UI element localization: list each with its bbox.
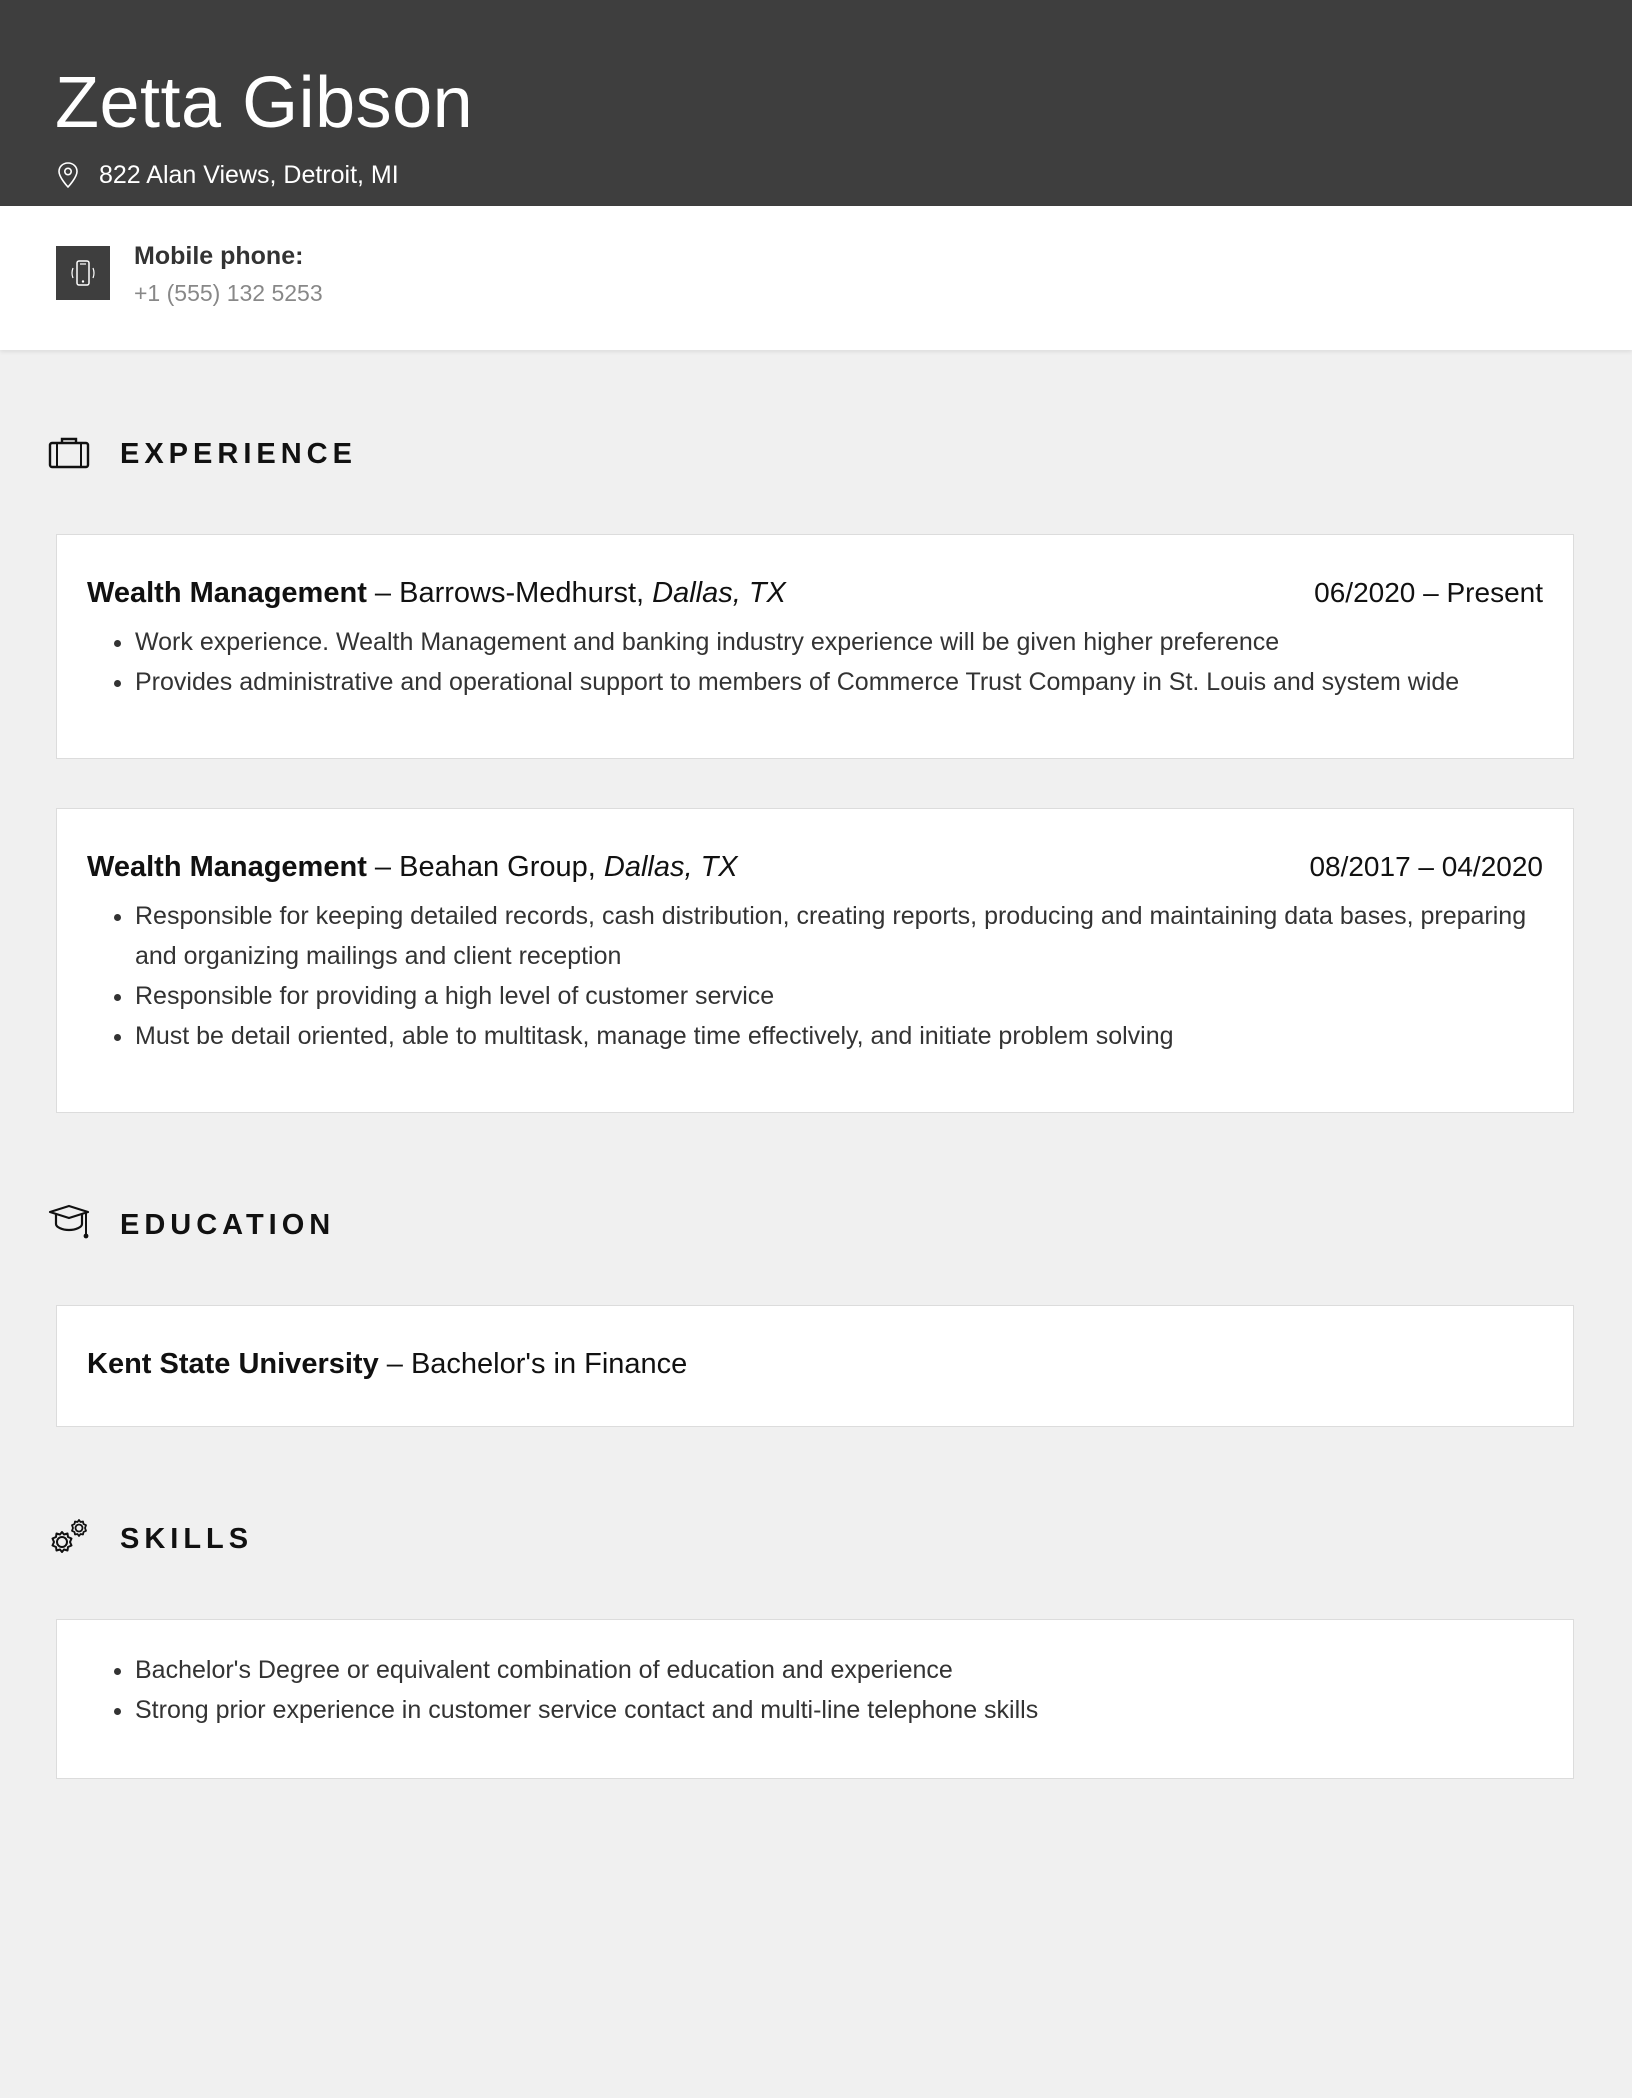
skills-card	[56, 1619, 1574, 1779]
list-item: • Work experience. Wealth Management and banking industry experience will be given higher preference	[135, 622, 1543, 662]
address-row	[57, 158, 399, 192]
experience-header: Wealth Management – Beahan Group, Dallas, TX 08/2017 – 04/2020	[87, 851, 1543, 883]
separator: –	[366, 577, 400, 609]
list-item: • Must be detail oriented, able to multitask, manage time effectively, and initiate problem solving	[135, 1016, 1543, 1056]
candidate-name: Zetta Gibson	[55, 63, 474, 143]
experience-header: Wealth Management – Barrows-Medhurst, Dallas, TX 06/2020 – Present	[87, 577, 1543, 609]
resume-header	[0, 0, 1632, 206]
job-title: Wealth Management	[87, 851, 367, 883]
contact-bar	[0, 206, 1632, 350]
location-pin-icon	[57, 161, 79, 189]
experience-card	[56, 534, 1574, 759]
mobile-phone-icon	[56, 246, 110, 300]
job-title: Wealth Management	[87, 577, 367, 609]
experience-section-title	[48, 434, 357, 474]
gears-icon	[48, 1517, 90, 1562]
list-item: • Responsible for providing a high level of customer service	[135, 976, 1543, 1016]
list-item: • Provides administrative and operational support to members of Commerce Trust Company in St. Louis and system wide	[135, 662, 1543, 702]
briefcase-icon	[48, 435, 90, 474]
education-heading: EDUCATION	[120, 1208, 336, 1241]
experience-bullets	[87, 622, 1543, 702]
education-entry	[87, 1348, 1543, 1381]
skills-heading: SKILLS	[120, 1522, 254, 1555]
graduation-cap-icon	[48, 1204, 90, 1247]
degree: Bachelor's in Finance	[410, 1348, 688, 1380]
list-item: • Bachelor's Degree or equivalent combination of education and experience	[135, 1650, 1543, 1690]
separator: –	[378, 1348, 411, 1380]
phone-value: +1 (555) 132 5253	[134, 280, 323, 306]
experience-heading: EXPERIENCE	[120, 437, 357, 470]
job-dates: 06/2020 – Present	[1314, 577, 1543, 608]
address-text: 822 Alan Views, Detroit, MI	[99, 160, 399, 189]
experience-bullets	[87, 896, 1543, 1056]
education-card	[56, 1305, 1574, 1427]
separator: –	[366, 851, 400, 883]
job-dates: 08/2017 – 04/2020	[1309, 851, 1543, 882]
list-item: • Strong prior experience in customer service contact and multi-line telephone skills	[135, 1690, 1543, 1730]
job-location: Dallas, TX	[652, 577, 786, 609]
skills-list	[87, 1650, 1543, 1730]
list-item: • Responsible for keeping detailed records, cash distribution, creating reports, producing and maintaining data bases, preparing and organizing mailings and client reception	[135, 896, 1543, 976]
job-location: Dallas, TX	[603, 851, 738, 883]
skills-section-title	[48, 1519, 253, 1559]
education-section-title	[48, 1205, 335, 1245]
company-name: Barrows-Medhurst	[399, 577, 637, 609]
phone-label: Mobile phone:	[134, 242, 304, 270]
school-name: Kent State University	[87, 1348, 379, 1380]
experience-card	[56, 808, 1574, 1113]
company-name: Beahan Group	[399, 851, 588, 883]
